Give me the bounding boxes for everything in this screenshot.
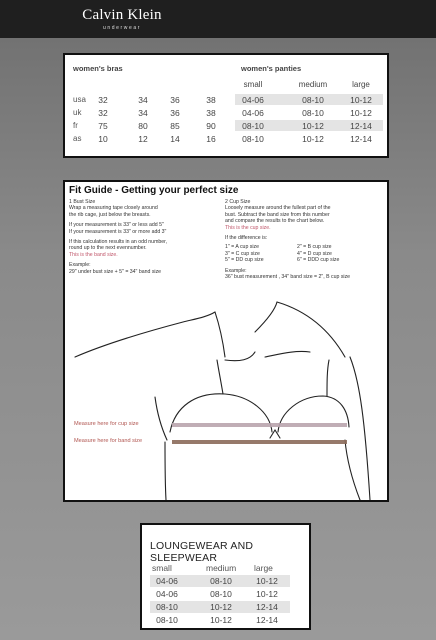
- cup-line: bust. Subtract the band size from this number: [225, 211, 330, 218]
- fit-guide: [63, 180, 389, 502]
- panties-cell: 04-06: [242, 95, 264, 105]
- bras-cell: 38: [206, 108, 216, 118]
- cup-instructions: [225, 199, 385, 280]
- cup-line: Loosely measure around the fullest part of the: [225, 205, 331, 212]
- band-measure-band: [172, 440, 347, 444]
- panties-cell: 08-10: [242, 121, 264, 131]
- panties-col-medium: medium: [298, 80, 328, 89]
- lounge-cell: 10-12: [256, 589, 278, 599]
- bras-cell: 14: [170, 134, 180, 144]
- lounge-col-medium: medium: [206, 563, 237, 573]
- lounge-cell: 12-14: [256, 615, 278, 625]
- panties-cell: 10-12: [350, 95, 372, 105]
- bust-instructions: [69, 199, 219, 275]
- example-label: Example:: [69, 262, 91, 269]
- panties-cell: 04-06: [242, 108, 264, 118]
- panties-cell: 12-14: [350, 134, 372, 144]
- fit-guide-title: Fit Guide - Getting your perfect size: [69, 185, 239, 196]
- cup-heading: 2 Cup Size: [225, 199, 251, 205]
- lounge-cell: 10-12: [256, 576, 278, 586]
- bras-cell: 36: [170, 95, 180, 105]
- neck-line: [215, 312, 225, 357]
- panties-cell: 12-14: [350, 121, 372, 131]
- collarbone-right: [265, 351, 310, 357]
- lounge-cell: 04-06: [156, 576, 178, 586]
- panties-title: women's panties: [241, 64, 302, 73]
- bras-cell: 32: [98, 108, 108, 118]
- bras-panties-size-chart: [63, 53, 389, 158]
- bust-line: Wrap a measuring tape closely around: [69, 205, 158, 212]
- odd-line: round up to the next evennumber.: [69, 245, 147, 252]
- brand-logo[interactable]: [77, 7, 167, 31]
- cup-result: This is the cup size.: [225, 224, 271, 231]
- measure-band-label: Measure here for band size: [74, 438, 143, 444]
- cup-chart-cell: 4" = D cup size: [297, 250, 332, 257]
- bras-row-label: usa: [73, 95, 86, 104]
- neck-right-line: [255, 302, 277, 332]
- bras-cell: 75: [98, 121, 108, 131]
- cup-chart-cell: 6" = DDD cup size: [297, 257, 340, 264]
- panties-cell: 10-12: [350, 108, 372, 118]
- example-label: Example:: [225, 267, 247, 274]
- panties-cell: 08-10: [302, 108, 324, 118]
- lounge-cell: 08-10: [156, 615, 178, 625]
- lounge-cell: 04-06: [156, 589, 178, 599]
- cup-line: and compare the results to the chart below.: [225, 218, 325, 225]
- brand-name: Calvin Klein: [82, 7, 162, 23]
- left-shoulder-line: [75, 312, 215, 357]
- lounge-cell: 12-14: [256, 602, 278, 612]
- cup-chart-cell: 5" = DD cup size: [225, 257, 264, 264]
- bras-title: women's bras: [73, 64, 123, 73]
- panties-cell: 10-12: [302, 121, 324, 131]
- bust-heading: 1 Bust Size: [69, 199, 96, 205]
- bras-cell: 90: [206, 121, 216, 131]
- band-result: This is the band size.: [69, 251, 118, 258]
- bust-example: 29" under bust size + 5" = 34" band size: [69, 268, 162, 275]
- odd-line: If this calculation results in an odd number,: [69, 239, 168, 246]
- right-shoulder-line: [277, 302, 345, 357]
- panties-cell: 10-12: [302, 134, 324, 144]
- right-torso-outline: [345, 440, 360, 500]
- bras-row-label: as: [73, 134, 82, 143]
- brand-subtitle: underwear: [102, 25, 142, 31]
- bras-cell: 10: [98, 134, 108, 144]
- cup-chart-cell: 3" = C cup size: [225, 250, 260, 257]
- bras-row-label: fr: [73, 121, 78, 130]
- bras-row-label: uk: [73, 108, 82, 117]
- loungewear-size-chart: [140, 523, 311, 630]
- bras-cell: 80: [138, 121, 148, 131]
- cup-chart-cell: 1" = A cup size: [225, 244, 259, 251]
- cup-measure-band: [172, 423, 347, 427]
- panties-cell: 08-10: [242, 134, 264, 144]
- bras-cell: 36: [170, 108, 180, 118]
- bras-cell: 16: [206, 134, 216, 144]
- lounge-col-small: small: [152, 563, 172, 573]
- header-bar: [0, 0, 436, 38]
- lounge-cell: 08-10: [210, 576, 232, 586]
- lounge-cell: 08-10: [156, 602, 178, 612]
- diff-label: If the difference is:: [225, 235, 268, 242]
- bras-cell: 85: [170, 121, 180, 131]
- cup-chart-cell: 2" = B cup size: [297, 244, 332, 251]
- measure-cup-label: Measure here for cup size: [74, 421, 139, 427]
- cup-example: 36" bust measurement , 34" band size = 2", B cup size: [225, 274, 351, 281]
- lounge-col-large: large: [254, 563, 273, 573]
- left-torso-outline: [165, 442, 166, 500]
- loungewear-title: LOUNGEWEAR AND SLEEPWEAR: [150, 540, 254, 564]
- bust-line: the rib cage, just below the breasts.: [69, 211, 151, 218]
- left-arm-outline: [155, 397, 167, 440]
- lounge-cell: 08-10: [210, 589, 232, 599]
- cup-chart-row: [225, 257, 385, 263]
- left-strap: [217, 360, 223, 394]
- bust-rule: If your measurement is 33" or less add 5": [69, 222, 164, 229]
- lounge-cell: 10-12: [210, 615, 232, 625]
- bras-cell: 32: [98, 95, 108, 105]
- bras-cell: 34: [138, 108, 148, 118]
- collarbone: [225, 352, 255, 361]
- bras-cell: 38: [206, 95, 216, 105]
- panties-col-large: large: [352, 80, 370, 89]
- right-strap: [327, 360, 329, 396]
- panties-col-small: small: [243, 80, 263, 89]
- lounge-cell: 10-12: [210, 602, 232, 612]
- panties-cell: 08-10: [302, 95, 324, 105]
- bust-rule: If your measurement is 33" or more add 3": [69, 228, 167, 235]
- bras-cell: 34: [138, 95, 148, 105]
- bras-cell: 12: [138, 134, 148, 144]
